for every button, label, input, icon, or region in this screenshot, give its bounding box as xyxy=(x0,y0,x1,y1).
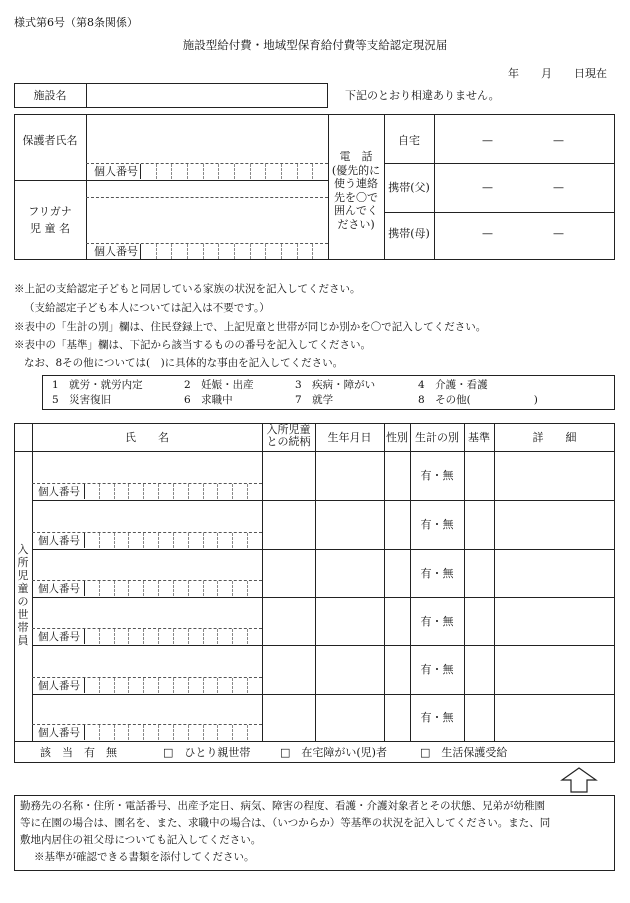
household-choice[interactable]: 有・無 xyxy=(420,518,454,531)
declaration-text: 下記のとおり相違ありません。 xyxy=(345,89,500,102)
facility-label: 施設名 xyxy=(33,89,67,102)
household-choice[interactable]: 有・無 xyxy=(420,567,454,580)
criteria-5: 5 災害復旧 xyxy=(52,394,112,406)
phone-home-dash1: — xyxy=(482,134,493,147)
guardian-id-label: 個人番号 xyxy=(94,165,138,178)
member-id-input[interactable] xyxy=(84,629,262,644)
note-4: ※表中の「基準」欄は、下記から該当するものの番号を記入してください。 xyxy=(14,339,371,351)
phone-label: 電 話 (優先的に 使う連絡 先を〇で 囲んでく ださい) xyxy=(331,150,381,231)
guardian-name-label: 保護者氏名 xyxy=(22,134,78,147)
col-household: 生計の別 xyxy=(415,431,459,444)
household-choice[interactable]: 有・無 xyxy=(420,469,454,482)
member-id-input[interactable] xyxy=(84,484,262,499)
instruction-line-2: 等に在園の場合は、園名を、また、求職中の場合は、（いつからか）等基準の状況を記入してください。また、同 xyxy=(20,817,551,829)
date-line: 年 月 日現在 xyxy=(508,67,607,80)
col-details: 詳 細 xyxy=(532,431,577,444)
member-id-label: 個人番号 xyxy=(38,680,80,692)
member-id-label: 個人番号 xyxy=(38,727,80,739)
note-2: （支給認定子ども本人については記入は不要です。） xyxy=(24,302,270,314)
phone-home-dash2: — xyxy=(553,134,564,147)
member-id-label: 個人番号 xyxy=(38,535,80,547)
instruction-line-3: 敷地内居住の祖父母についても記入してください。 xyxy=(20,834,262,846)
phone-father-dash2: — xyxy=(553,181,564,194)
guardian-id-input[interactable] xyxy=(140,164,328,179)
household-choice[interactable]: 有・無 xyxy=(420,663,454,676)
checkbox-single-parent[interactable]: □ ひとり親世帯 xyxy=(163,746,251,759)
col-relation: 入所児童 との続柄 xyxy=(266,423,311,448)
member-id-label: 個人番号 xyxy=(38,583,80,595)
phone-mother-label: 携帯(母) xyxy=(388,227,430,240)
note-1: ※上記の支給認定子どもと同居している家族の状況を記入してください。 xyxy=(14,283,361,295)
criteria-4: 4 介護・看護 xyxy=(418,379,488,391)
child-id-label: 個人番号 xyxy=(94,245,138,258)
checkbox-disability[interactable]: □ 在宅障がい(児)者 xyxy=(280,746,387,759)
phone-mother-dash2: — xyxy=(553,227,564,240)
criteria-8: 8 その他( ) xyxy=(418,394,538,406)
instruction-line-4: ※基準が確認できる書類を添付してください。 xyxy=(34,851,255,863)
up-arrow-icon xyxy=(560,766,598,794)
col-criteria: 基準 xyxy=(468,431,490,444)
member-id-input[interactable] xyxy=(84,533,262,548)
member-id-label: 個人番号 xyxy=(38,486,80,498)
criteria-2: 2 妊娠・出産 xyxy=(184,379,254,391)
criteria-1: 1 就労・就労内定 xyxy=(52,379,143,391)
form-title: 施設型給付費・地域型保育給付費等支給認定現況届 xyxy=(182,38,448,52)
instruction-line-1: 勤務先の名称・住所・電話番号、出産予定日、病気、障害の程度、看護・介護対象者とその状態、兄弟が幼稚園 xyxy=(20,800,545,812)
note-3: ※表中の「生計の別」欄は、住民登録上で、上記児童と世帯が同じか別かを〇で記入してください。 xyxy=(14,321,487,333)
applicable-label: 該 当 有 無 xyxy=(40,746,117,759)
col-name: 氏 名 xyxy=(125,431,169,444)
col-sex: 性別 xyxy=(386,431,408,444)
note-5: なお、8その他については( )に具体的な事由を記入してください。 xyxy=(24,357,344,369)
member-id-input[interactable] xyxy=(84,678,262,693)
member-id-input[interactable] xyxy=(84,725,262,740)
checkbox-welfare[interactable]: □ 生活保護受給 xyxy=(420,746,508,759)
child-id-input[interactable] xyxy=(140,244,328,259)
phone-father-dash1: — xyxy=(482,181,493,194)
form-number: 様式第6号（第8条関係） xyxy=(14,16,138,29)
guardian-block xyxy=(14,114,615,260)
criteria-6: 6 求職中 xyxy=(184,394,233,406)
member-id-label: 個人番号 xyxy=(38,631,80,643)
phone-home-label: 自宅 xyxy=(398,134,420,147)
phone-father-label: 携帯(父) xyxy=(388,181,430,194)
col-birth: 生年月日 xyxy=(327,431,372,444)
household-choice[interactable]: 有・無 xyxy=(420,711,454,724)
phone-mother-dash1: — xyxy=(482,227,493,240)
members-side-label: 入所児童の世帯員 xyxy=(17,543,29,647)
criteria-3: 3 疾病・障がい xyxy=(295,379,376,391)
household-choice[interactable]: 有・無 xyxy=(420,615,454,628)
member-id-input[interactable] xyxy=(84,581,262,596)
child-name-label: 児 童 名 xyxy=(30,222,70,235)
criteria-7: 7 就学 xyxy=(295,394,334,406)
furigana-label: フリガナ xyxy=(28,205,72,218)
